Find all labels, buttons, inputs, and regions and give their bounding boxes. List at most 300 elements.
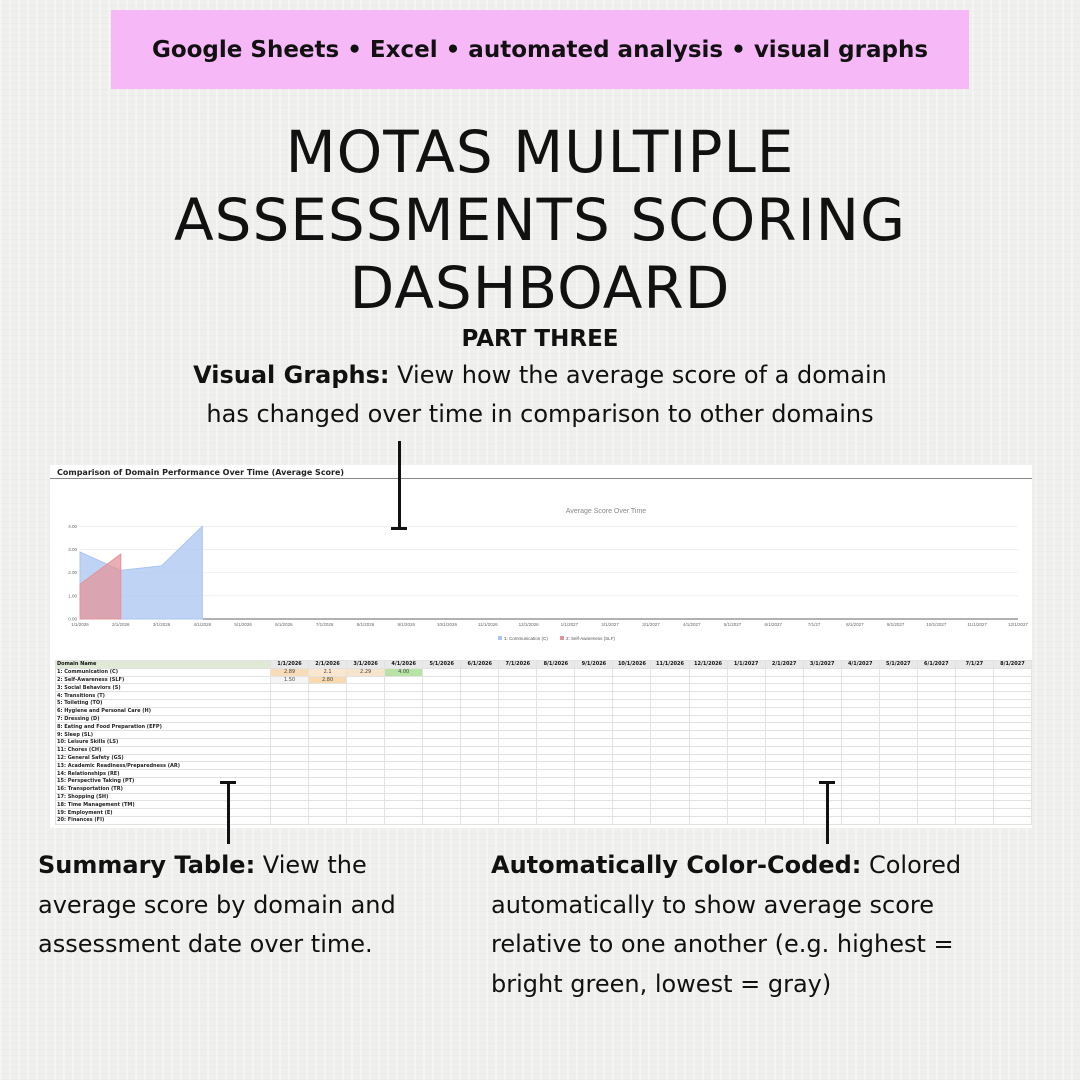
score-cell bbox=[613, 746, 651, 754]
score-cell bbox=[803, 746, 841, 754]
score-cell bbox=[499, 715, 537, 723]
score-cell bbox=[841, 692, 879, 700]
score-cell bbox=[461, 731, 499, 739]
score-cell bbox=[765, 699, 803, 707]
score-cell bbox=[499, 668, 537, 676]
score-cell bbox=[575, 793, 613, 801]
date-header: 1/1/2027 bbox=[727, 661, 765, 669]
score-cell bbox=[879, 715, 917, 723]
score-cell bbox=[765, 801, 803, 809]
score-cell bbox=[765, 692, 803, 700]
score-cell bbox=[841, 684, 879, 692]
score-cell bbox=[347, 793, 385, 801]
score-cell bbox=[689, 785, 727, 793]
score-cell bbox=[955, 723, 993, 731]
score-cell bbox=[651, 684, 689, 692]
score-cell bbox=[461, 746, 499, 754]
summary-text: View the bbox=[255, 851, 367, 879]
score-cell bbox=[613, 738, 651, 746]
score-cell bbox=[689, 699, 727, 707]
score-cell bbox=[651, 731, 689, 739]
score-cell bbox=[803, 723, 841, 731]
score-cell bbox=[347, 715, 385, 723]
score-cell bbox=[651, 707, 689, 715]
score-cell bbox=[879, 754, 917, 762]
score-cell bbox=[499, 816, 537, 824]
score-cell bbox=[917, 723, 955, 731]
score-cell bbox=[461, 777, 499, 785]
domain-name-cell: 10: Leisure Skills (LS) bbox=[56, 738, 271, 746]
score-cell bbox=[651, 801, 689, 809]
score-cell bbox=[803, 692, 841, 700]
domain-name-cell: 20: Finances (FI) bbox=[56, 816, 271, 824]
score-cell bbox=[765, 809, 803, 817]
score-cell bbox=[461, 676, 499, 684]
score-cell bbox=[727, 762, 765, 770]
score-cell bbox=[499, 754, 537, 762]
score-cell bbox=[385, 809, 423, 817]
date-header: 4/1/2027 bbox=[841, 661, 879, 669]
score-cell bbox=[461, 707, 499, 715]
score-cell bbox=[841, 777, 879, 785]
score-cell bbox=[879, 793, 917, 801]
score-cell bbox=[917, 754, 955, 762]
score-cell bbox=[537, 676, 575, 684]
score-cell bbox=[651, 793, 689, 801]
score-cell bbox=[613, 692, 651, 700]
score-cell bbox=[917, 731, 955, 739]
score-cell bbox=[537, 707, 575, 715]
score-cell bbox=[841, 793, 879, 801]
score-cell bbox=[461, 762, 499, 770]
score-cell bbox=[955, 707, 993, 715]
score-cell bbox=[575, 801, 613, 809]
score-cell bbox=[993, 684, 1031, 692]
score-cell bbox=[841, 668, 879, 676]
score-cell: 4.00 bbox=[385, 668, 423, 676]
score-cell bbox=[879, 762, 917, 770]
score-cell bbox=[917, 777, 955, 785]
domain-name-cell: 9: Sleep (SL) bbox=[56, 731, 271, 739]
score-cell bbox=[613, 801, 651, 809]
y-tick-label: 3.00 bbox=[68, 546, 77, 552]
score-cell bbox=[309, 793, 347, 801]
score-cell bbox=[537, 746, 575, 754]
score-cell bbox=[955, 692, 993, 700]
score-cell bbox=[917, 793, 955, 801]
score-cell bbox=[727, 801, 765, 809]
score-cell bbox=[727, 715, 765, 723]
score-cell bbox=[955, 754, 993, 762]
date-header: 6/1/2026 bbox=[461, 661, 499, 669]
score-cell bbox=[575, 746, 613, 754]
x-tick-label: 6/1/2026 bbox=[275, 622, 293, 627]
score-cell bbox=[917, 668, 955, 676]
score-cell bbox=[689, 668, 727, 676]
score-cell bbox=[385, 707, 423, 715]
score-cell bbox=[689, 754, 727, 762]
x-tick-label: 11/1/2026 bbox=[477, 622, 498, 627]
title-line: ASSESSMENTS SCORING bbox=[173, 186, 907, 254]
pointer-cap bbox=[391, 527, 407, 530]
score-cell bbox=[499, 762, 537, 770]
score-cell bbox=[879, 746, 917, 754]
score-cell bbox=[651, 746, 689, 754]
visual-graphs-text: has changed over time in comparison to other domains bbox=[206, 400, 874, 428]
score-cell bbox=[727, 684, 765, 692]
color-coded-text: relative to one another (e.g. highest = bbox=[491, 930, 954, 958]
score-cell bbox=[993, 762, 1031, 770]
score-cell bbox=[423, 699, 461, 707]
score-cell: 2.89 bbox=[271, 668, 309, 676]
score-cell bbox=[461, 785, 499, 793]
score-cell bbox=[613, 676, 651, 684]
date-header: 8/1/2026 bbox=[537, 661, 575, 669]
domain-name-cell: 11: Chores (CH) bbox=[56, 746, 271, 754]
score-cell bbox=[689, 809, 727, 817]
domain-name-cell: 6: Hygiene and Personal Care (H) bbox=[56, 707, 271, 715]
score-cell bbox=[423, 770, 461, 778]
score-cell bbox=[575, 699, 613, 707]
score-cell bbox=[841, 785, 879, 793]
score-cell bbox=[993, 816, 1031, 824]
score-cell bbox=[803, 809, 841, 817]
domain-name-cell: 4: Transitions (T) bbox=[56, 692, 271, 700]
score-cell bbox=[651, 692, 689, 700]
score-cell bbox=[841, 746, 879, 754]
domain-name-cell: 17: Shopping (SH) bbox=[56, 793, 271, 801]
score-cell bbox=[727, 707, 765, 715]
score-cell bbox=[917, 770, 955, 778]
pointer-line bbox=[826, 782, 829, 844]
score-cell bbox=[917, 684, 955, 692]
legend-swatch bbox=[560, 636, 564, 640]
score-cell bbox=[613, 809, 651, 817]
score-cell bbox=[613, 723, 651, 731]
score-cell bbox=[765, 723, 803, 731]
domain-name-cell: 13: Academic Readiness/Preparedness (AR) bbox=[56, 762, 271, 770]
score-cell bbox=[917, 707, 955, 715]
score-cell bbox=[955, 816, 993, 824]
score-cell bbox=[309, 715, 347, 723]
sheet-title: Comparison of Domain Performance Over Time (Average Score) bbox=[57, 468, 345, 477]
date-header: 6/1/2027 bbox=[917, 661, 955, 669]
x-tick-label: 9/1/2027 bbox=[886, 622, 905, 627]
date-header: 2/1/2027 bbox=[765, 661, 803, 669]
score-cell bbox=[993, 707, 1031, 715]
date-header: 5/1/2026 bbox=[423, 661, 461, 669]
score-cell bbox=[765, 684, 803, 692]
score-cell bbox=[499, 692, 537, 700]
score-cell bbox=[727, 746, 765, 754]
score-cell bbox=[461, 754, 499, 762]
score-cell bbox=[499, 738, 537, 746]
score-cell bbox=[689, 707, 727, 715]
score-cell bbox=[575, 707, 613, 715]
x-tick-label: 9/1/2026 bbox=[397, 622, 416, 627]
domain-name-cell: 1: Communication (C) bbox=[56, 668, 271, 676]
score-cell bbox=[271, 801, 309, 809]
score-cell bbox=[499, 785, 537, 793]
score-cell bbox=[461, 723, 499, 731]
score-cell bbox=[385, 684, 423, 692]
table-row bbox=[56, 793, 1032, 801]
table-row bbox=[56, 707, 1032, 715]
score-cell bbox=[309, 684, 347, 692]
score-cell bbox=[955, 668, 993, 676]
score-cell bbox=[727, 770, 765, 778]
table-row bbox=[56, 715, 1032, 723]
score-cell bbox=[309, 770, 347, 778]
domain-name-cell: 5: Toileting (TO) bbox=[56, 699, 271, 707]
x-tick-label: 10/1/2027 bbox=[926, 622, 947, 627]
score-cell bbox=[803, 715, 841, 723]
score-cell bbox=[347, 754, 385, 762]
score-cell bbox=[385, 801, 423, 809]
score-cell bbox=[385, 762, 423, 770]
score-cell bbox=[917, 816, 955, 824]
score-cell bbox=[765, 738, 803, 746]
score-cell bbox=[385, 793, 423, 801]
score-cell bbox=[309, 699, 347, 707]
score-cell bbox=[537, 723, 575, 731]
score-cell bbox=[575, 692, 613, 700]
color-coded-label: Automatically Color-Coded: bbox=[491, 851, 862, 879]
x-tick-label: 6/1/2027 bbox=[764, 622, 783, 627]
score-cell bbox=[727, 793, 765, 801]
y-tick-label: 2.00 bbox=[68, 570, 77, 576]
score-cell bbox=[993, 746, 1031, 754]
summary-table-description bbox=[38, 846, 483, 965]
score-cell bbox=[993, 793, 1031, 801]
score-cell bbox=[575, 816, 613, 824]
score-cell bbox=[879, 676, 917, 684]
score-cell bbox=[765, 668, 803, 676]
score-cell bbox=[803, 684, 841, 692]
score-cell bbox=[347, 785, 385, 793]
table-row bbox=[56, 777, 1032, 785]
score-cell bbox=[803, 816, 841, 824]
table-row bbox=[56, 762, 1032, 770]
score-cell bbox=[499, 707, 537, 715]
score-cell bbox=[347, 723, 385, 731]
score-cell bbox=[841, 723, 879, 731]
score-cell bbox=[765, 731, 803, 739]
score-cell bbox=[727, 809, 765, 817]
score-cell bbox=[651, 715, 689, 723]
score-cell bbox=[917, 692, 955, 700]
domain-header: Domain Name bbox=[56, 661, 271, 669]
x-tick-label: 5/1/2027 bbox=[723, 622, 742, 627]
score-cell bbox=[537, 793, 575, 801]
x-tick-label: 12/1/2027 bbox=[1007, 622, 1029, 627]
domain-name-cell: 15: Perspective Taking (PT) bbox=[56, 777, 271, 785]
title-line: DASHBOARD bbox=[349, 254, 731, 322]
score-cell: 2.1 bbox=[309, 668, 347, 676]
score-cell bbox=[879, 731, 917, 739]
domain-name-cell: 8: Eating and Food Preparation (EFP) bbox=[56, 723, 271, 731]
score-cell bbox=[727, 754, 765, 762]
score-cell bbox=[347, 707, 385, 715]
score-cell bbox=[727, 738, 765, 746]
score-cell bbox=[385, 746, 423, 754]
score-cell bbox=[955, 762, 993, 770]
score-cell bbox=[347, 746, 385, 754]
score-cell bbox=[461, 801, 499, 809]
score-cell bbox=[841, 715, 879, 723]
y-tick-label: 0.00 bbox=[68, 616, 77, 622]
score-cell bbox=[651, 762, 689, 770]
score-cell bbox=[423, 762, 461, 770]
score-cell bbox=[347, 692, 385, 700]
score-cell bbox=[917, 715, 955, 723]
score-cell bbox=[423, 777, 461, 785]
score-cell bbox=[803, 785, 841, 793]
score-cell bbox=[537, 692, 575, 700]
score-cell bbox=[879, 723, 917, 731]
score-cell bbox=[309, 731, 347, 739]
score-cell bbox=[765, 754, 803, 762]
score-cell bbox=[727, 676, 765, 684]
score-cell bbox=[613, 699, 651, 707]
score-cell bbox=[461, 770, 499, 778]
table-row bbox=[56, 731, 1032, 739]
score-cell bbox=[575, 809, 613, 817]
score-cell bbox=[461, 715, 499, 723]
score-cell bbox=[765, 707, 803, 715]
score-cell bbox=[499, 723, 537, 731]
score-cell bbox=[803, 762, 841, 770]
score-cell bbox=[423, 816, 461, 824]
score-cell bbox=[423, 676, 461, 684]
score-cell bbox=[803, 676, 841, 684]
score-cell bbox=[955, 746, 993, 754]
score-cell bbox=[347, 699, 385, 707]
score-cell bbox=[993, 676, 1031, 684]
score-cell bbox=[689, 746, 727, 754]
score-cell bbox=[271, 692, 309, 700]
score-cell bbox=[613, 777, 651, 785]
score-cell bbox=[841, 731, 879, 739]
score-cell bbox=[955, 699, 993, 707]
score-cell bbox=[879, 668, 917, 676]
score-cell bbox=[613, 762, 651, 770]
score-cell bbox=[879, 738, 917, 746]
score-cell bbox=[271, 738, 309, 746]
score-cell bbox=[879, 692, 917, 700]
score-cell bbox=[537, 699, 575, 707]
page-title bbox=[0, 118, 1080, 322]
score-cell bbox=[993, 668, 1031, 676]
color-coded-description bbox=[491, 846, 1051, 1004]
score-cell bbox=[271, 777, 309, 785]
domain-name-cell: 19: Employment (E) bbox=[56, 809, 271, 817]
score-cell bbox=[461, 738, 499, 746]
score-cell bbox=[803, 770, 841, 778]
score-cell bbox=[727, 699, 765, 707]
date-header: 11/1/2026 bbox=[651, 661, 689, 669]
score-cell bbox=[499, 731, 537, 739]
score-cell bbox=[993, 801, 1031, 809]
score-cell bbox=[879, 816, 917, 824]
score-cell bbox=[917, 699, 955, 707]
score-cell bbox=[423, 731, 461, 739]
score-cell bbox=[575, 684, 613, 692]
score-cell bbox=[765, 770, 803, 778]
score-cell bbox=[917, 676, 955, 684]
domain-name-cell: 3: Social Behaviors (S) bbox=[56, 684, 271, 692]
score-cell bbox=[537, 809, 575, 817]
score-cell bbox=[765, 762, 803, 770]
score-cell bbox=[689, 692, 727, 700]
score-cell bbox=[537, 770, 575, 778]
score-cell bbox=[841, 707, 879, 715]
score-cell bbox=[537, 731, 575, 739]
score-cell bbox=[347, 809, 385, 817]
score-cell: 1.50 bbox=[271, 676, 309, 684]
part-subtitle: PART THREE bbox=[461, 326, 619, 352]
score-cell bbox=[879, 707, 917, 715]
score-cell bbox=[765, 777, 803, 785]
score-cell bbox=[499, 777, 537, 785]
table-row bbox=[56, 676, 1032, 684]
score-cell bbox=[689, 777, 727, 785]
score-cell bbox=[271, 707, 309, 715]
date-header: 4/1/2026 bbox=[385, 661, 423, 669]
score-cell bbox=[499, 746, 537, 754]
score-cell bbox=[461, 699, 499, 707]
score-cell bbox=[917, 801, 955, 809]
score-cell bbox=[993, 785, 1031, 793]
date-header: 3/1/2026 bbox=[347, 661, 385, 669]
score-cell bbox=[423, 738, 461, 746]
score-cell bbox=[879, 699, 917, 707]
score-cell bbox=[309, 816, 347, 824]
score-cell bbox=[803, 707, 841, 715]
score-cell bbox=[689, 738, 727, 746]
score-cell bbox=[537, 816, 575, 824]
score-cell bbox=[993, 731, 1031, 739]
x-tick-label: 1/1/2026 bbox=[71, 622, 89, 627]
score-cell bbox=[955, 793, 993, 801]
score-cell bbox=[993, 715, 1031, 723]
score-cell bbox=[271, 699, 309, 707]
domain-name-cell: 18: Time Management (TM) bbox=[56, 801, 271, 809]
score-cell bbox=[575, 715, 613, 723]
pointer-line bbox=[227, 782, 230, 844]
score-cell bbox=[765, 785, 803, 793]
score-cell bbox=[423, 754, 461, 762]
score-cell bbox=[385, 676, 423, 684]
score-cell bbox=[803, 699, 841, 707]
score-cell bbox=[765, 793, 803, 801]
score-cell bbox=[499, 684, 537, 692]
domain-name-cell: 16: Transportation (TR) bbox=[56, 785, 271, 793]
table-row bbox=[56, 668, 1032, 676]
score-cell bbox=[423, 809, 461, 817]
score-cell bbox=[423, 668, 461, 676]
score-cell bbox=[423, 707, 461, 715]
score-cell bbox=[955, 731, 993, 739]
score-cell bbox=[955, 676, 993, 684]
score-cell bbox=[803, 738, 841, 746]
score-cell bbox=[803, 754, 841, 762]
score-cell bbox=[727, 723, 765, 731]
date-header: 3/1/2027 bbox=[803, 661, 841, 669]
legend-swatch bbox=[498, 636, 502, 640]
score-cell bbox=[841, 762, 879, 770]
score-cell bbox=[309, 692, 347, 700]
